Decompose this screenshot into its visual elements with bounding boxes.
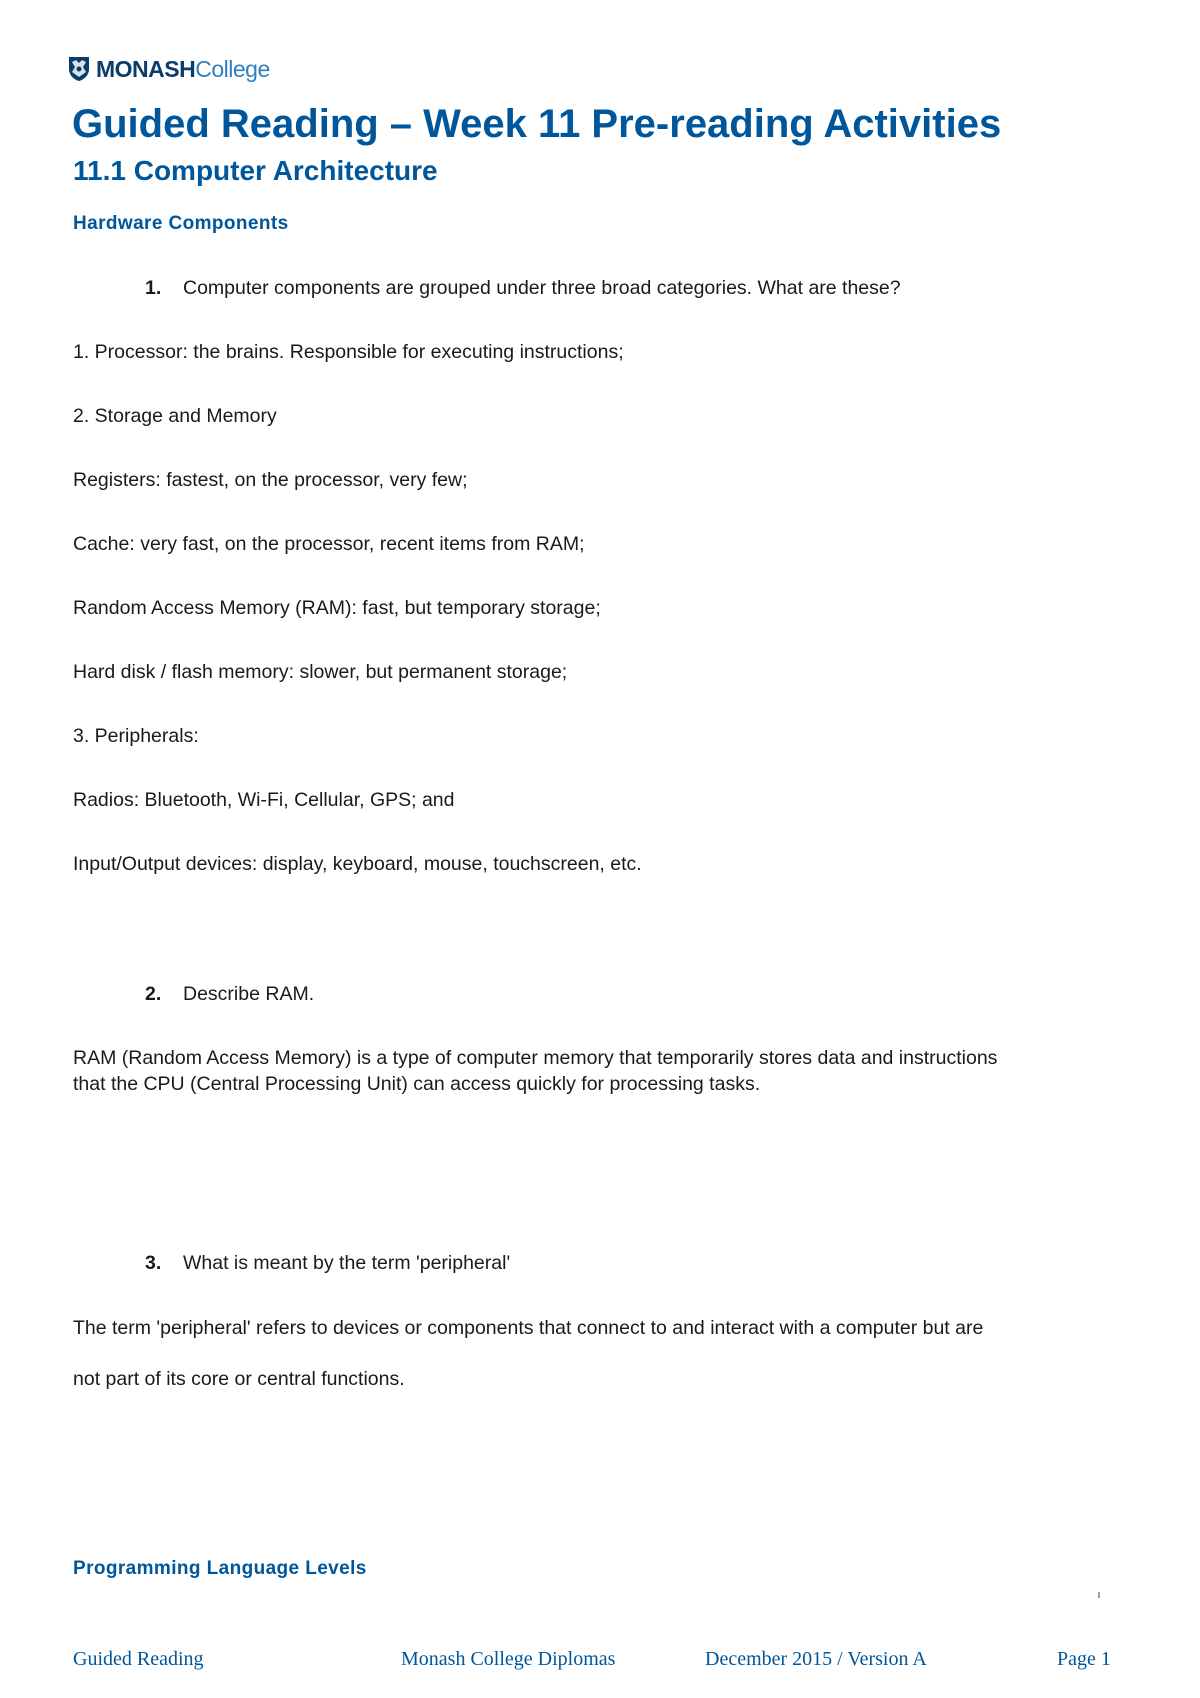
logo-college-text: College bbox=[195, 56, 270, 82]
answer-1-line: Random Access Memory (RAM): fast, but temporary storage; bbox=[73, 597, 601, 619]
answer-1-line: Cache: very fast, on the processor, recent items from RAM; bbox=[73, 533, 585, 555]
question-2-number: 2. bbox=[145, 983, 162, 1005]
question-1-text: Computer components are grouped under three broad categories. What are these? bbox=[183, 277, 901, 299]
footer-page-number: Page 1 bbox=[1057, 1648, 1111, 1670]
page-subtitle: 11.1 Computer Architecture bbox=[73, 155, 438, 186]
question-3-number: 3. bbox=[145, 1252, 162, 1274]
question-3-text: What is meant by the term 'peripheral' bbox=[183, 1252, 511, 1274]
answer-3-line: The term 'peripheral' refers to devices or components that connect to and interact with a computer but are bbox=[73, 1317, 984, 1339]
section-heading-hardware: Hardware Components bbox=[73, 213, 289, 234]
answer-2-line: RAM (Random Access Memory) is a type of computer memory that temporarily stores data and instructions bbox=[73, 1047, 998, 1069]
question-2-text: Describe RAM. bbox=[183, 983, 315, 1005]
section-heading-programming: Programming Language Levels bbox=[73, 1558, 367, 1579]
answer-1-line: Hard disk / flash memory: slower, but permanent storage; bbox=[73, 661, 568, 683]
footer-center: Monash College Diplomas bbox=[401, 1648, 616, 1670]
footer-left: Guided Reading bbox=[73, 1648, 204, 1670]
monash-shield-icon bbox=[68, 56, 90, 82]
answer-1-line: Input/Output devices: display, keyboard, mouse, touchscreen, etc. bbox=[73, 853, 642, 875]
answer-1-line: 1. Processor: the brains. Responsible for executing instructions; bbox=[73, 341, 624, 363]
answer-1-line: 3. Peripherals: bbox=[73, 725, 199, 747]
logo-monash-text: MONASH bbox=[96, 56, 196, 82]
answer-2-line: that the CPU (Central Processing Unit) can access quickly for processing tasks. bbox=[73, 1073, 761, 1095]
footer-date-version: December 2015 / Version A bbox=[705, 1648, 927, 1670]
answer-1-line: Radios: Bluetooth, Wi-Fi, Cellular, GPS; and bbox=[73, 789, 455, 811]
page-title: Guided Reading – Week 11 Pre-reading Activities bbox=[72, 102, 1002, 146]
answer-3-line: not part of its core or central functions. bbox=[73, 1368, 405, 1390]
answer-1-line: 2. Storage and Memory bbox=[73, 405, 277, 427]
margin-mark bbox=[1098, 1592, 1100, 1598]
question-1-number: 1. bbox=[145, 277, 162, 299]
answer-1-line: Registers: fastest, on the processor, very few; bbox=[73, 469, 468, 491]
monash-college-logo bbox=[68, 55, 270, 83]
